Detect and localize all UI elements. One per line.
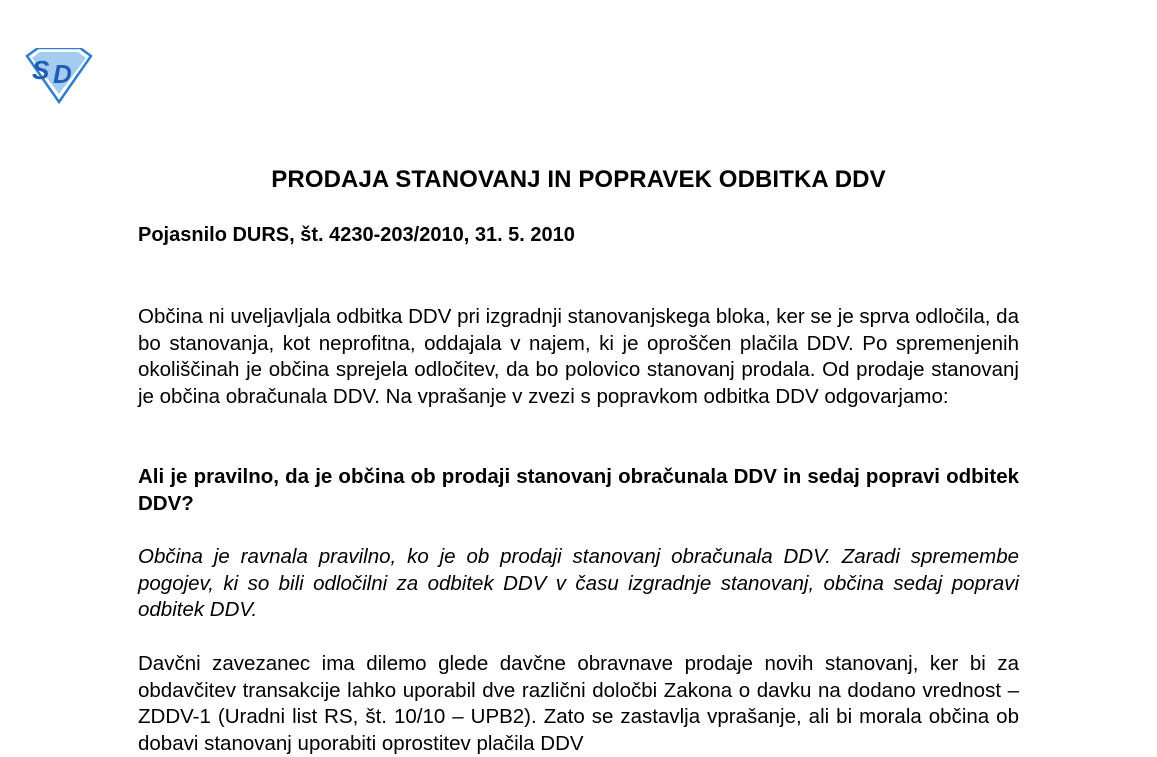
answer-paragraph: Občina je ravnala pravilno, ko je ob prodaji stanovanj obračunala DDV. Zaradi spremembe pogojev, ki so bili odločilni za odbitek DDV v času izgradnje stanovanj, občina sedaj popravi odbitek DDV. [138,545,1019,621]
svg-text:S: S [32,55,50,85]
body-paragraph: Davčni zavezanec ima dilemo glede davčne obravnave prodaje novih stanovanj, ker bi za obdavčitev transakcije lahko uporabil dve različni določbi Zakona o davku na dodano vrednost – ZDDV-1 (Uradni list RS, št. 10/10 – UPB2). Zato se zastavlja vprašanje, ali bi morala občina ob dobavi stanovanj uporabiti oprostitev plačila DDV [138,652,1019,755]
company-logo [22,48,96,104]
document-title: PRODAJA STANOVANJ IN POPRAVEK ODBITKA DDV [271,166,886,193]
document-subtitle: Pojasnilo DURS, št. 4230-203/2010, 31. 5. 2010 [138,224,575,246]
company-logo-icon [22,48,96,104]
svg-text:D: D [53,59,72,89]
intro-paragraph: Občina ni uveljavljala odbitka DDV pri izgradnji stanovanjskega bloka, ker se je sprva odločila, da bo stanovanja, kot neprofitna, oddajala v najem, ki je oproščen plačila DDV. Po spremenjenih okoliščinah je občina sprejela odločitev, da bo polovico stanovanj prodala. Od prodaje stanovanj je občina obračunala DDV. Na vprašanje v zvezi s popravkom odbitka DDV odgovarjamo: [138,305,1019,408]
question-paragraph: Ali je pravilno, da je občina ob prodaji stanovanj obračunala DDV in sedaj popravi odbitek DDV? [138,465,1019,515]
